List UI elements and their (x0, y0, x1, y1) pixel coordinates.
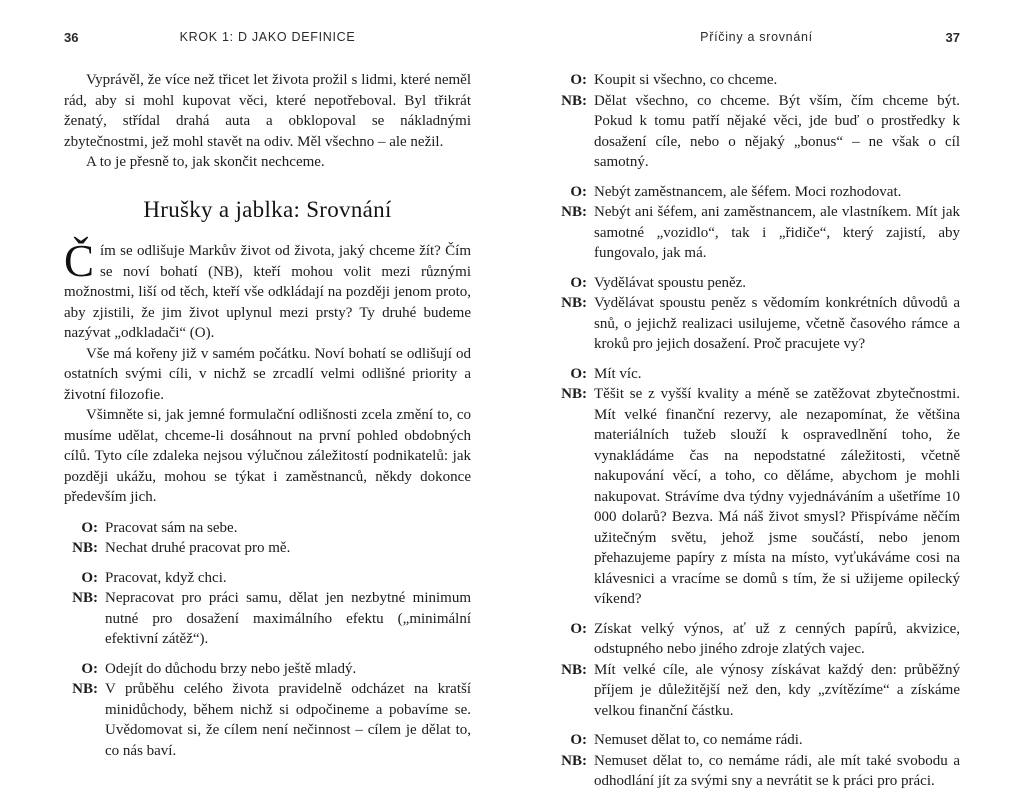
nb-label: NB: (72, 540, 98, 556)
o-label: O: (81, 569, 98, 586)
o-text: Odejít do důchodu brzy nebo ještě mladý. (105, 660, 357, 677)
paragraph: Všimněte si, jak jemné formulační odlišnosti zcela změní to, co musíme udělat, chceme-li dosáhnout na první pohled obdobných cílů. Tyto cíle zdaleka nejsou výlučnou záležitostí podnikatelů: jak později ukážu, mohou se týkat i zaměstnanců, někdy dokonce především jich. (64, 407, 471, 505)
comparison-o-row (553, 70, 960, 91)
nb-text: Nemuset dělat to, co nemáme rádi, ale mít také svobodu a odhodlání jít za svými sny a nevrátit se k práci pro práci. (594, 752, 960, 789)
comparison-nb-row (553, 751, 960, 792)
comparison-o-row (553, 273, 960, 294)
o-label: O: (81, 519, 98, 536)
comparison-o-row (64, 659, 471, 680)
o-label: O: (570, 183, 587, 200)
o-label: O: (570, 732, 587, 748)
nb-text: Dělat všechno, co chceme. Být vším, čím chceme být. Pokud k tomu patří nějaké věci, jde buď o prostředky k dosažení cíle, nebo o nějaký „bonus“ – ne však o cíl samotný. (594, 92, 960, 170)
comparison-list-right (553, 70, 960, 792)
comparison-nb-row (553, 91, 960, 173)
page-number-left: 36 (64, 30, 79, 45)
comparison-o-row (553, 619, 960, 660)
book-page-left (64, 30, 471, 770)
o-text: Mít víc. (594, 365, 642, 382)
running-header-right (553, 30, 960, 46)
nb-label: NB: (72, 681, 98, 697)
comparison-item (64, 568, 471, 650)
left-page-body (64, 70, 471, 761)
nb-text: Mít velké cíle, ale výnosy získávat každý den: průběžný příjem je důležitější než den, kdy „zvítězíme“ a získáme velkou finanční částku. (594, 661, 960, 719)
o-label: O: (570, 72, 587, 88)
nb-label: NB: (561, 752, 587, 769)
page-number-right: 37 (945, 30, 960, 45)
comparison-nb-row (553, 384, 960, 610)
paragraph: Vše má kořeny již v samém počátku. Noví bohatí se odlišují od ostatních svými cíli, v nichž se zrcadlí velmi odlišné priority a životní filozofie. (64, 345, 471, 403)
comparison-item (553, 364, 960, 610)
paragraph: A to je přesně to, jak skončit nechceme. (86, 154, 325, 170)
running-header-left (64, 30, 471, 46)
o-text: Nebýt zaměstnancem, ale šéfem. Moci rozhodovat. (594, 183, 902, 200)
comparison-item (553, 182, 960, 264)
nb-label: NB: (561, 92, 587, 109)
paragraph-text: ím se odlišuje Markův život od života, jaký chceme žít? Čím se noví bohatí (NB), kteří mohou volit mezi různými možnostmi, liší od těch, kteří vše odkládají na později jenom proto, aby zjistili, že jim život uplynul mezi prsty? Ty druhé budeme nazývat „odkladači“ (O). (64, 243, 471, 341)
paragraph: Vyprávěl, že více než třicet let života prožil s lidmi, které neměl rád, aby si mohl kupovat věci, které nepotřeboval. Byl třikrát ženatý, střídal drahá auta a obklopoval se nákladnými zbytečnostmi, jež mohl stavět na odiv. Měl všechno – ale nežil. (64, 72, 471, 150)
comparison-nb-row (553, 293, 960, 355)
o-text: Nemuset dělat to, co nemáme rádi. (594, 732, 803, 748)
comparison-nb-row (553, 202, 960, 264)
comparison-nb-row (553, 660, 960, 722)
comparison-nb-row (64, 679, 471, 761)
nb-label: NB: (561, 386, 587, 402)
comparison-nb-row (64, 538, 471, 559)
comparison-item (553, 619, 960, 722)
right-page-body (553, 70, 960, 792)
nb-label: NB: (72, 590, 98, 606)
comparison-nb-row (64, 588, 471, 650)
o-label: O: (81, 660, 98, 677)
o-label: O: (570, 620, 587, 637)
o-text: Koupit si všechno, co chceme. (594, 72, 778, 88)
nb-text: Nechat druhé pracovat pro mě. (105, 540, 291, 556)
comparison-item (64, 659, 471, 762)
section-running-title: Příčiny a srovnání (700, 30, 813, 44)
paragraph-dropcap (64, 236, 471, 344)
comparison-o-row (64, 518, 471, 539)
book-page-right (553, 30, 960, 801)
comparison-o-row (553, 730, 960, 751)
nb-label: NB: (561, 661, 587, 678)
o-label: O: (570, 365, 587, 382)
o-text: Pracovat, když chci. (105, 569, 227, 586)
o-text: Pracovat sám na sebe. (105, 519, 238, 536)
nb-label: NB: (561, 295, 587, 311)
nb-text: Vydělávat spoustu peněz s vědomím konkrétních důvodů a snů, o jejichž realizaci usilujeme, včetně časového rámce a kroků pro jejich dosažení. Proč pracujete vy? (594, 295, 960, 352)
nb-text: Nepracovat pro práci samu, dělat jen nezbytné minimum nutné pro dosažení maximálního efektu („minimální efektivní zátěž“). (105, 590, 471, 647)
comparison-o-row (64, 568, 471, 589)
comparison-o-row (553, 364, 960, 385)
comparison-item (64, 518, 471, 559)
comparison-o-row (553, 182, 960, 203)
nb-text: Těšit se z vyšší kvality a méně se zatěžovat zbytečnostmi. Mít velké finanční rezervy, ale nezapomínat, že většina materiálních tužeb slouží k ospravedlnění toho, že vynakládáme čas na nepodstatné záležitosti, včetně nakupování věcí, a toho, co děláme, abychom je mohli nakupovat. Strávíme dva týdny vyjednáváním a ušetříme 10 000 dolarů? Bezva. Má náš život smysl? Přispíváme něčím užitečným světu, jehož jsme součástí, nebo jenom přehazujeme papíry z místa na místo, vyťukáváme cosi na klávesnici a vracíme se domů s tím, že si užijeme opilecký víkend? (594, 386, 960, 607)
nb-text: V průběhu celého života pravidelně odcházet na kratší minidůchody, během nichž si odpočineme a pobavíme se. Uvědomovat si, že cílem není nečinnost – cílem je dělat to, co nás baví. (105, 681, 471, 759)
comparison-item (553, 273, 960, 355)
nb-label: NB: (561, 204, 587, 220)
chapter-title: KROK 1: D JAKO DEFINICE (179, 30, 356, 44)
section-heading: Hrušky a jablka: Srovnání (143, 196, 392, 222)
o-label: O: (570, 274, 587, 291)
comparison-item (553, 730, 960, 792)
o-text: Vydělávat spoustu peněz. (594, 274, 747, 291)
dropcap-letter: Č (64, 236, 95, 286)
comparison-item (553, 70, 960, 173)
nb-text: Nebýt ani šéfem, ani zaměstnancem, ale vlastníkem. Mít jak samotné „vozidlo“, tak i „řidiče“, který zajistí, aby fungovalo, jak má. (594, 204, 960, 261)
o-text: Získat velký výnos, ať už z cenných papírů, akvizice, odstupného nebo jiného zdroje zlatých vajec. (594, 620, 960, 657)
comparison-list-left (64, 518, 471, 762)
